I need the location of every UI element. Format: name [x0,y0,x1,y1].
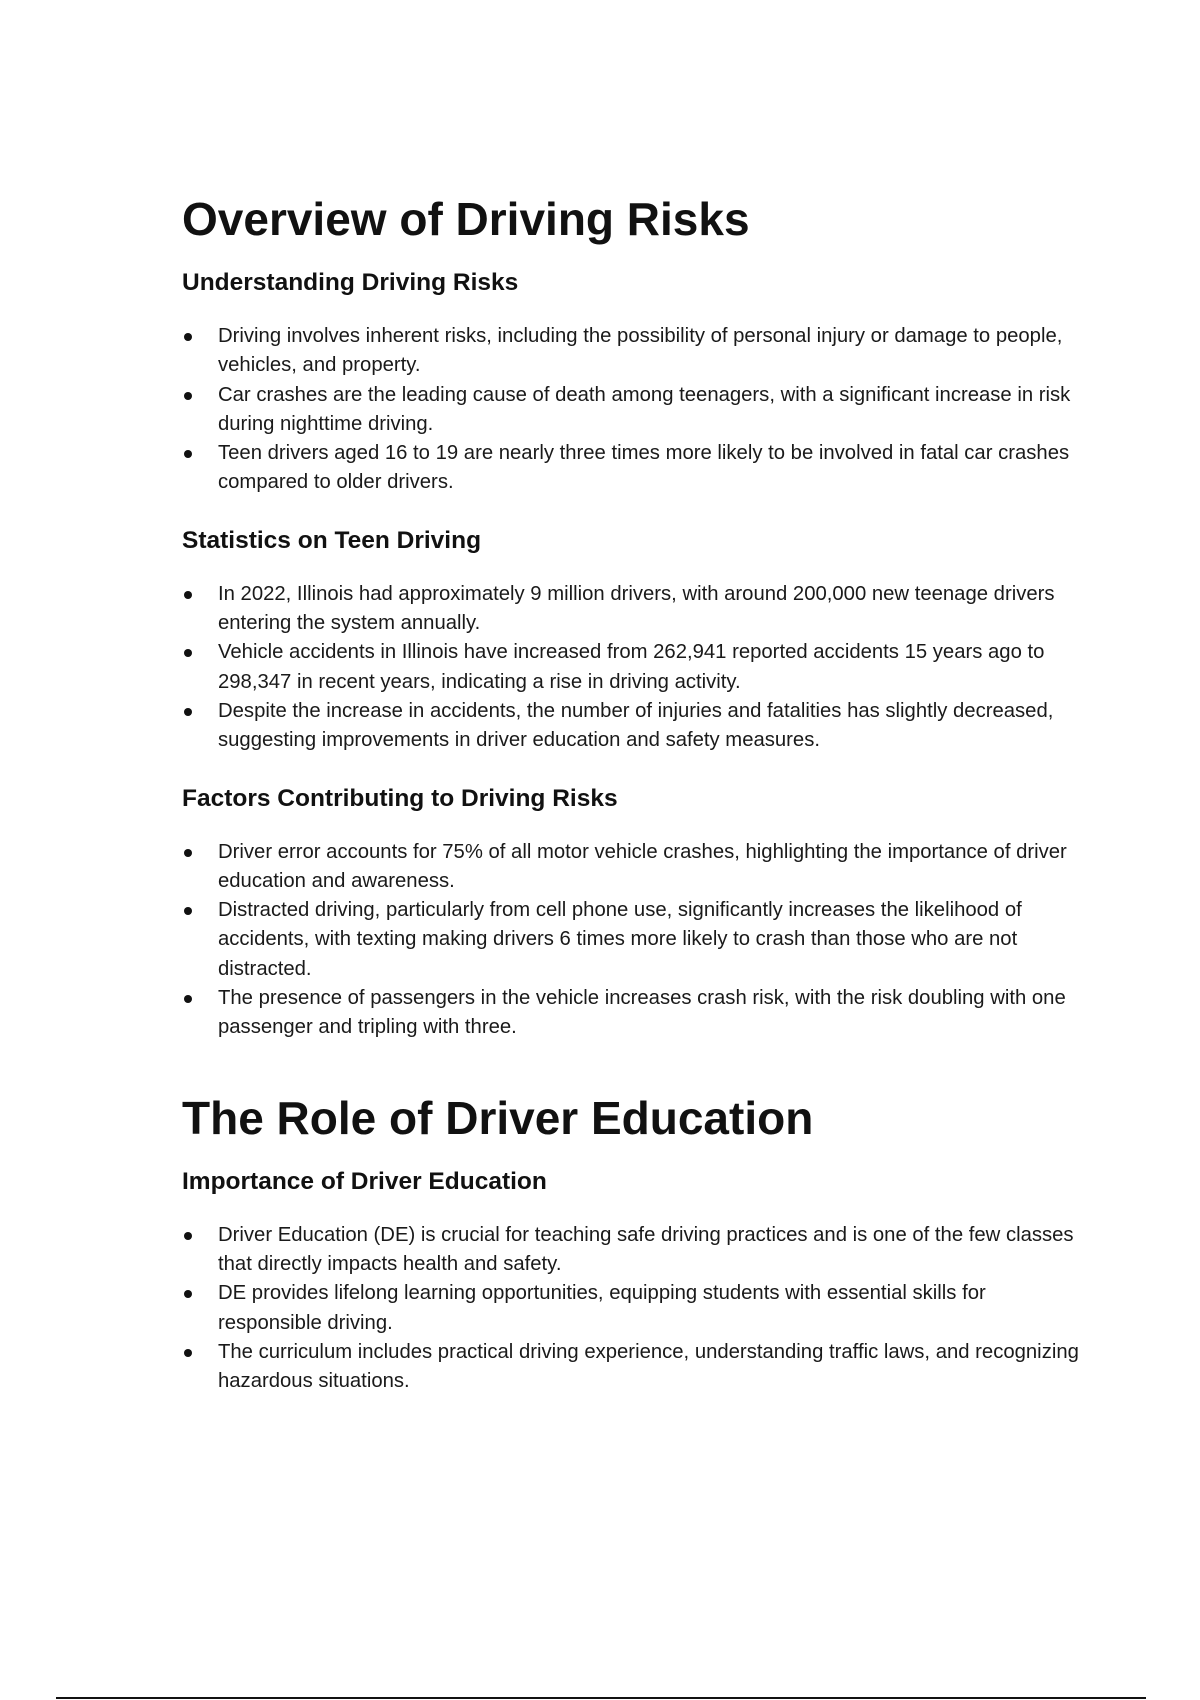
list-item [182,1279,1087,1338]
list-item [182,580,1087,639]
section-title: Overview of Driving Risks [182,193,750,245]
bullet-icon [184,450,192,458]
list-item [182,697,1087,756]
list-item-text: In 2022, Illinois had approximately 9 million drivers, with around 200,000 new teenage drivers entering the system annually. [218,582,1055,635]
list-item [182,896,1087,984]
list-item-text: The presence of passengers in the vehicle increases crash risk, with the risk doubling with one passenger and tripling with three. [218,987,1066,1039]
list-item [182,984,1087,1043]
section-title: The Role of Driver Education [182,1091,814,1144]
list-item-text: Vehicle accidents in Illinois have increased from 262,941 reported accidents 15 years ago to 298,347 in recent years, indicating a rise in driving activity. [218,641,1045,693]
list-item-text: Distracted driving, particularly from cell phone use, significantly increases the likelihood of accidents, with texting making drivers 6 times more likely to crash than those who are not distracted. [218,899,1022,980]
bullet-list [182,580,1087,756]
bullet-icon [184,1290,192,1298]
bullet-icon [184,392,192,400]
bullet-icon [184,591,192,599]
list-item-text: Despite the increase in accidents, the number of injuries and fatalities has slightly decreased, suggesting improvements in driver education and safety measures. [218,699,1054,752]
bullet-icon [184,333,192,341]
bullet-icon [184,907,192,915]
subsection-heading: Understanding Driving Risks [182,269,519,296]
subsection-heading: Factors Contributing to Driving Risks [182,784,618,812]
list-item-text: The curriculum includes practical driving experience, understanding traffic laws, and recognizing hazardous situations. [218,1340,1079,1393]
bullet-icon [184,1349,192,1357]
footer-divider [56,1697,1146,1699]
bullet-list [182,1221,1087,1397]
list-item [182,838,1087,897]
list-item-text: Car crashes are the leading cause of death among teenagers, with a significant increase in risk during nighttime driving. [218,383,1071,435]
bullet-icon [184,1232,192,1240]
list-item [182,381,1087,440]
list-item [182,1338,1087,1397]
list-item-text: DE provides lifelong learning opportunities, equipping students with essential skills for responsible driving. [218,1282,986,1334]
document-page [182,0,1087,1396]
subsection-heading: Importance of Driver Education [182,1167,547,1195]
list-item [182,322,1087,381]
list-item [182,638,1087,697]
bullet-icon [184,995,192,1003]
subsection-heading: Statistics on Teen Driving [182,526,482,554]
bullet-list [182,322,1087,498]
list-item-text: Driver error accounts for 75% of all motor vehicle crashes, highlighting the importance of driver education and awareness. [218,840,1067,892]
bullet-icon [184,708,192,716]
list-item-text: Driving involves inherent risks, including the possibility of personal injury or damage to people, vehicles, and property. [218,325,1063,377]
bullet-list [182,838,1087,1043]
list-item-text: Driver Education (DE) is crucial for teaching safe driving practices and is one of the few classes that directly impacts health and safety. [218,1223,1074,1275]
bullet-icon [184,649,192,657]
list-item [182,1221,1087,1280]
list-item-text: Teen drivers aged 16 to 19 are nearly three times more likely to be involved in fatal car crashes compared to older drivers. [218,442,1070,494]
bullet-icon [184,849,192,857]
list-item [182,439,1087,498]
